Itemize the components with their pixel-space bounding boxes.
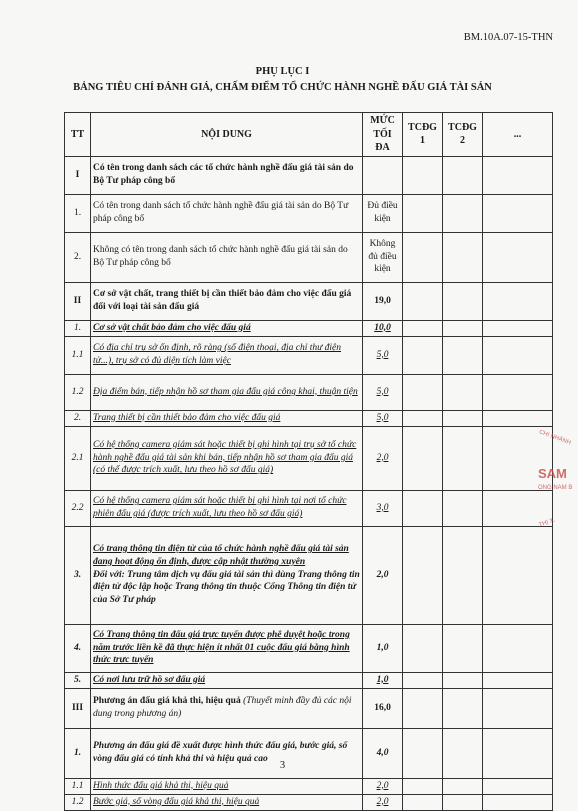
table-row	[65, 794, 553, 810]
row-max: 5,0	[363, 336, 403, 374]
score-cell	[443, 526, 483, 624]
table-row	[65, 336, 553, 374]
table-row	[65, 688, 553, 728]
score-cell	[403, 426, 443, 490]
row-max: 3,0	[363, 490, 403, 526]
score-cell	[483, 320, 553, 336]
score-cell	[483, 778, 553, 794]
table-row	[65, 672, 553, 688]
row-max: 10,0	[363, 320, 403, 336]
header-content: NỘI DUNG	[91, 113, 363, 157]
table-row	[65, 490, 553, 526]
header-tcdg1: TCĐG 1	[403, 113, 443, 157]
appendix-title: PHỤ LỤC I	[255, 66, 310, 77]
row-content: Có tên trong danh sách tổ chức hành nghề đấu giá tài sản do Bộ Tư pháp công bố	[91, 194, 363, 232]
score-cell	[403, 410, 443, 426]
score-cell	[443, 688, 483, 728]
row-content: Phương án đấu giá đề xuất được hình thức đấu giá, bước giá, số vòng đấu giá có tính khả thi và hiệu quả cao	[91, 728, 363, 778]
row-max: 2,0	[363, 526, 403, 624]
table-row	[65, 194, 553, 232]
header-tcdg2: TCĐG 2	[443, 113, 483, 157]
row-max: 2,0	[363, 778, 403, 794]
row-tt: 1.	[65, 320, 91, 336]
score-cell	[403, 320, 443, 336]
row-tt: 2.	[65, 410, 91, 426]
score-cell	[403, 688, 443, 728]
table-row	[65, 624, 553, 672]
row-tt: II	[65, 282, 91, 320]
row-note: Đối với: Trung tâm dịch vụ đấu giá tài sản thì dùng Trang thông tin điện tử độc lập hoặc Trang thông tin thuộc Cổng Thông tin điện tử của Sở Tư pháp	[93, 569, 360, 606]
score-cell	[403, 490, 443, 526]
header-tt: TT	[65, 113, 91, 157]
row-tt: 4.	[65, 624, 91, 672]
score-cell	[483, 624, 553, 672]
row-max: 5,0	[363, 374, 403, 410]
score-cell	[483, 794, 553, 810]
row-content-cell	[91, 526, 363, 624]
row-content: Có Trang thông tin đấu giá trực tuyến được phê duyệt hoặc trong năm trước liền kề đã thực hiện ít nhất 01 cuộc đấu giá bằng hình thức trực tuyến	[91, 624, 363, 672]
score-cell	[403, 282, 443, 320]
row-max: 1,0	[363, 672, 403, 688]
criteria-table	[64, 112, 553, 811]
row-tt: 1.2	[65, 374, 91, 410]
row-tt: 2.2	[65, 490, 91, 526]
score-cell	[483, 336, 553, 374]
score-cell	[443, 194, 483, 232]
page-number: 3	[279, 760, 286, 771]
table-row	[65, 156, 553, 194]
row-content: Hình thức đấu giá khả thi, hiệu quả	[91, 778, 363, 794]
score-cell	[483, 688, 553, 728]
score-cell	[443, 426, 483, 490]
row-max	[363, 156, 403, 194]
stamp-fragment: ÔNG NAM B	[538, 485, 573, 491]
score-cell	[483, 672, 553, 688]
row-content: Phương án đấu giá khả thi, hiệu quả	[93, 696, 241, 707]
row-max: 16,0	[363, 688, 403, 728]
score-cell	[483, 374, 553, 410]
row-content: Có hệ thống camera giám sát hoặc thiết bị ghi hình tại trụ sở tổ chức hành nghề đấu giá tài sản khi bán, tiếp nhận hồ sơ tham gia đấu giá (có thể được trích xuất, lưu theo hồ sơ đấu giá)	[91, 426, 363, 490]
row-content: Có nơi lưu trữ hồ sơ đấu giá	[91, 672, 363, 688]
row-content: Cơ sở vật chất, trang thiết bị cần thiết bảo đảm cho việc đấu giá đối với loại tài sản đấu giá	[91, 282, 363, 320]
row-tt: III	[65, 688, 91, 728]
row-tt: 1.1	[65, 336, 91, 374]
row-max: Đủ điều kiện	[363, 194, 403, 232]
row-tt: 2.1	[65, 426, 91, 490]
row-content: Có hệ thống camera giám sát hoặc thiết bị ghi hình tại nơi tổ chức phiên đấu giá (được trích xuất, lưu theo hồ sơ đấu giá)	[91, 490, 363, 526]
row-content-cell	[91, 688, 363, 728]
row-content: Không có tên trong danh sách tổ chức hành nghề đấu giá tài sản do Bộ Tư pháp công bố	[91, 232, 363, 282]
table-row	[65, 778, 553, 794]
stamp-fragment: THỊ X.	[538, 517, 557, 529]
score-cell	[403, 232, 443, 282]
header-more: ...	[483, 113, 553, 157]
row-tt: 1.	[65, 728, 91, 778]
score-cell	[443, 794, 483, 810]
row-content: Có tên trong danh sách các tổ chức hành nghề đấu giá tài sản do Bộ Tư pháp công bố	[91, 156, 363, 194]
stamp-fragment: CHI NHÁNH	[538, 429, 572, 447]
score-cell	[443, 410, 483, 426]
row-tt: 2.	[65, 232, 91, 282]
score-cell	[443, 156, 483, 194]
row-max: 4,0	[363, 728, 403, 778]
score-cell	[403, 194, 443, 232]
document-code: BM.10A.07-15-THN	[463, 32, 553, 43]
score-cell	[483, 410, 553, 426]
stamp-fragment: SAM	[538, 466, 567, 481]
score-cell	[403, 794, 443, 810]
row-max: Không đủ điều kiện	[363, 232, 403, 282]
score-cell	[403, 336, 443, 374]
score-cell	[443, 374, 483, 410]
table-row	[65, 526, 553, 624]
row-tt: I	[65, 156, 91, 194]
row-content-note: (Thuyết minh đầy đủ các nội dung trong phương án)	[93, 696, 352, 719]
row-max: 19,0	[363, 282, 403, 320]
row-tt: 5.	[65, 672, 91, 688]
row-content: Trang thiết bị cần thiết bảo đảm cho việc đấu giá	[91, 410, 363, 426]
row-content: Có trang thông tin điện tử của tổ chức hành nghề đấu giá tài sản đang hoạt động ổn định, được cập nhật thường xuyên	[93, 543, 349, 567]
row-tt: 3.	[65, 526, 91, 624]
score-cell	[483, 282, 553, 320]
score-cell	[443, 624, 483, 672]
score-cell	[483, 526, 553, 624]
score-cell	[443, 232, 483, 282]
row-content: Có địa chỉ trụ sở ổn định, rõ ràng (số điện thoại, địa chỉ thư điện tử...), trụ sở có đủ diện tích làm việc	[91, 336, 363, 374]
row-content: Bước giá, số vòng đấu giá khả thi, hiệu quả	[91, 794, 363, 810]
score-cell	[443, 490, 483, 526]
score-cell	[403, 156, 443, 194]
row-content: Địa điểm bán, tiếp nhận hồ sơ tham gia đấu giá công khai, thuận tiện	[91, 374, 363, 410]
score-cell	[483, 194, 553, 232]
score-cell	[403, 374, 443, 410]
row-max: 5,0	[363, 410, 403, 426]
row-content: Cơ sở vật chất bảo đảm cho việc đấu giá	[91, 320, 363, 336]
score-cell	[483, 156, 553, 194]
row-tt: 1.1	[65, 778, 91, 794]
header-max: MỨC TỐI ĐA	[363, 113, 403, 157]
table-header-row	[65, 113, 553, 157]
score-cell	[403, 778, 443, 794]
row-max: 2,0	[363, 794, 403, 810]
score-cell	[443, 778, 483, 794]
table-row	[65, 374, 553, 410]
score-cell	[403, 624, 443, 672]
score-cell	[443, 672, 483, 688]
table-row	[65, 426, 553, 490]
score-cell	[483, 232, 553, 282]
table-row	[65, 320, 553, 336]
table-row	[65, 232, 553, 282]
score-cell	[443, 282, 483, 320]
score-cell	[403, 526, 443, 624]
table-row	[65, 282, 553, 320]
score-cell	[443, 336, 483, 374]
row-tt: 1.	[65, 194, 91, 232]
row-tt: 1.2	[65, 794, 91, 810]
row-max: 1,0	[363, 624, 403, 672]
table-row	[65, 410, 553, 426]
appendix-subtitle: BẢNG TIÊU CHÍ ĐÁNH GIÁ, CHẤM ĐIỂM TỔ CHỨC HÀNH NGHỀ ĐẤU GIÁ TÀI SẢN	[73, 82, 492, 93]
score-cell	[403, 672, 443, 688]
row-max: 2,0	[363, 426, 403, 490]
score-cell	[443, 320, 483, 336]
